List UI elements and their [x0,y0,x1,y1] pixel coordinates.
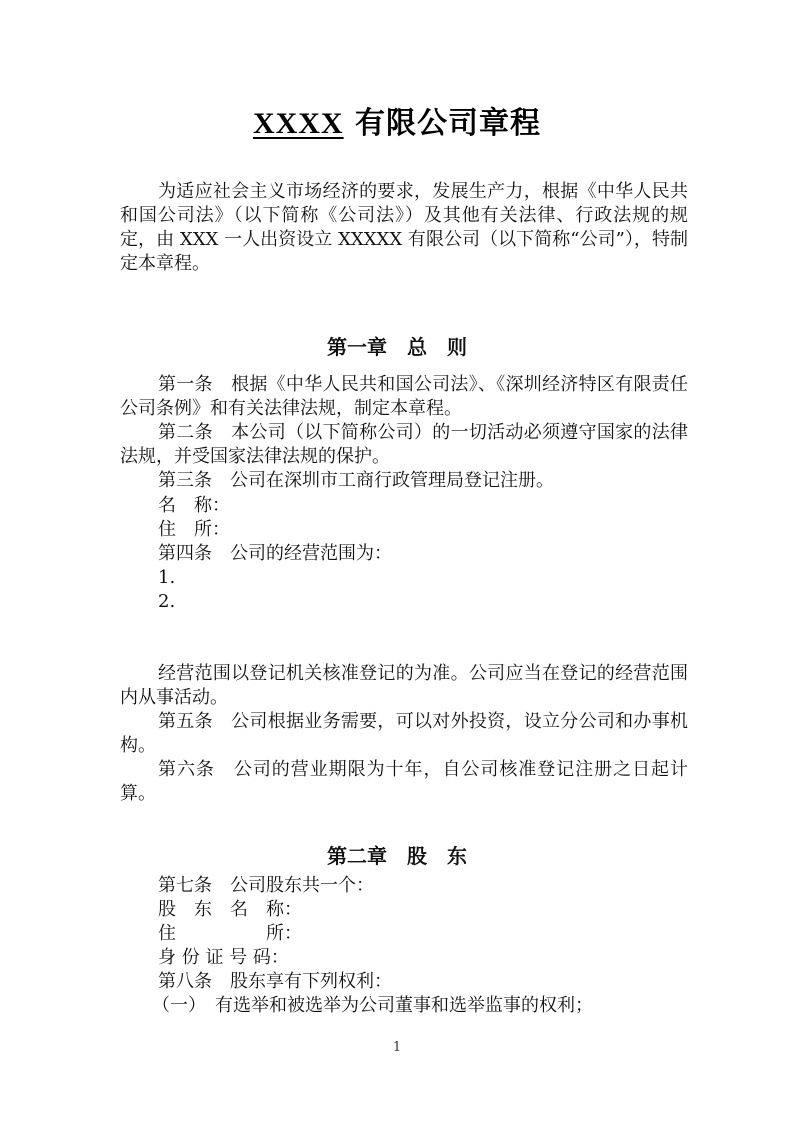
article-6: 第六条 公司的营业期限为十年，自公司核准登记注册之日起计算。 [120,759,688,804]
shareholder-name-label: 股 东 名 称： [158,899,302,920]
business-scope-item-1: 1. [158,567,176,588]
business-scope-note: 经营范围以登记机关核准登记的为准。公司应当在登记的经营范围内从事活动。 [120,663,688,708]
company-address-label: 住 所： [158,519,230,540]
article-1: 第一条 根据《中华人民共和国公司法》、《深圳经济特区有限责任公司条例》和有关法律法规，制定本章程。 [120,374,688,419]
title-company-placeholder: XXXX [252,107,344,140]
chapter-1-heading: 第一章 总 则 [327,335,467,359]
article-5: 第五条 公司根据业务需要，可以对外投资，设立分公司和办事机构。 [120,711,688,756]
document-title [0,98,794,142]
preamble-paragraph: 为适应社会主义市场经济的要求，发展生产力，根据《中华人民共和国公司法》（以下简称《公司法》）及其他有关法律、行政法规的规定，由 XXX 一人出资设立 XXXXX 有限公司（以下简称“公司”），特制定本章程。 [120,181,688,274]
shareholder-right-1: （一） 有选举和被选举为公司董事和选举监事的权利； [152,995,593,1016]
chapter-2-heading: 第二章 股 东 [327,844,467,868]
id-number-label: 身 份 证 号 码： [158,947,289,968]
company-name-label: 名 称： [158,495,230,516]
article-7: 第七条 公司股东共一个： [158,875,374,896]
page-number: 1 [392,1040,402,1055]
title-text: 有限公司章程 [343,106,542,141]
business-scope-item-2: 2. [158,591,176,612]
article-8: 第八条 股东享有下列权利： [158,971,392,992]
shareholder-address-label: 住 所： [158,923,302,944]
article-4: 第四条 公司的经营范围为： [158,543,392,564]
article-2: 第二条 本公司（以下简称公司）的一切活动必须遵守国家的法律法规，并受国家法律法规的保护。 [120,422,688,467]
article-3: 第三条 公司在深圳市工商行政管理局登记注册。 [158,470,554,491]
